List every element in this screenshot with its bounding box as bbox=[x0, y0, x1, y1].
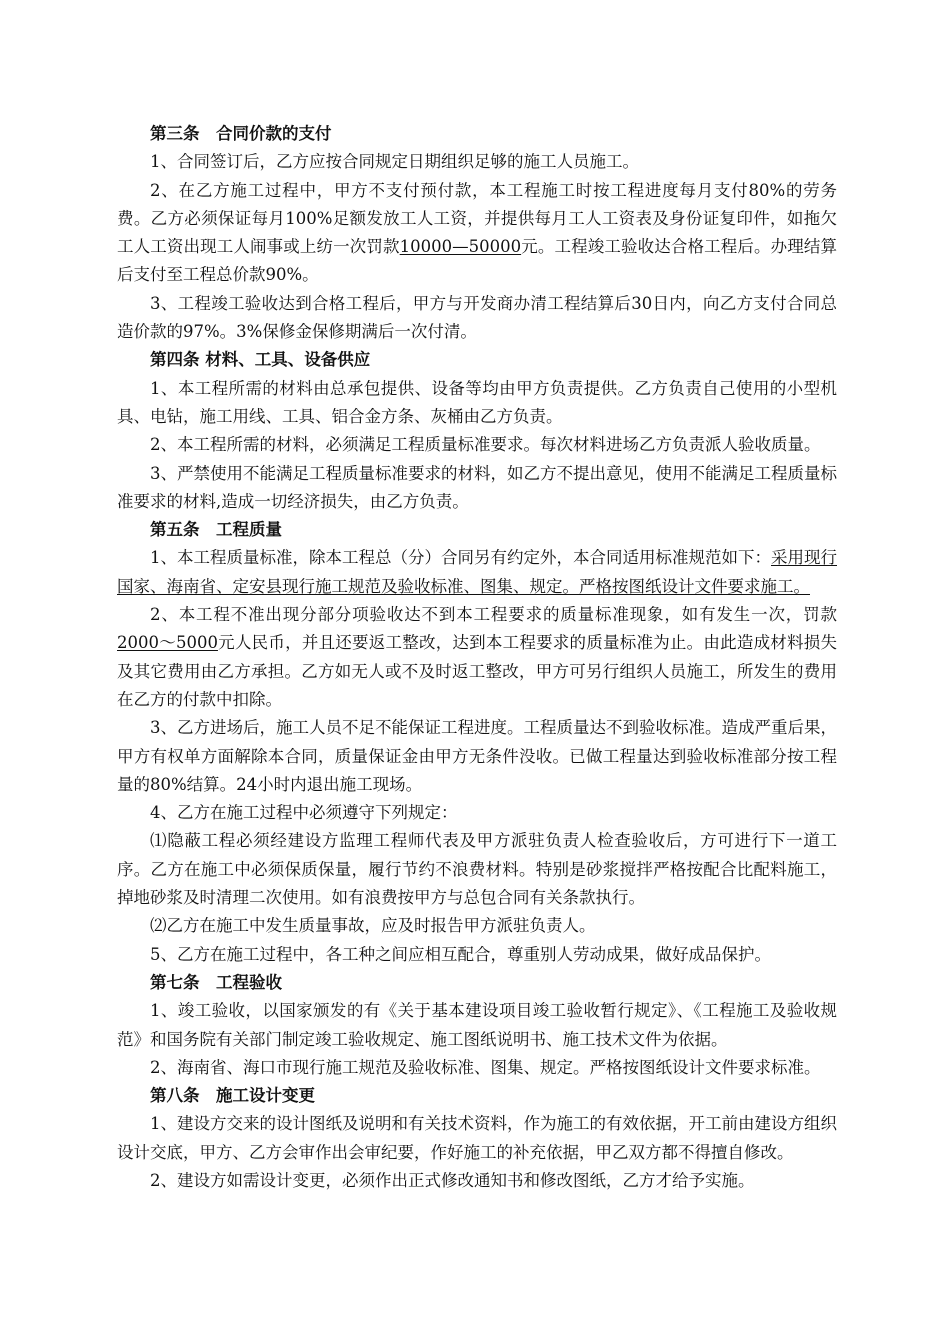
article-3-clause-2-text-a: 2、在乙方施工过程中，甲方不支付预付款，本工程施工时按工程进度每月支付80%的劳务费。乙方必须保证每月100%足额发放工人工资，并提供每月工人工资表及身份证复印件，如拖欠工人工资出现工人闹事或上纺一次罚款 bbox=[117, 180, 837, 257]
article-5-clause-4-item-1: ⑴隐蔽工程必须经建设方监理工程师代表及甲方派驻负责人检查验收后，方可进行下一道工序。乙方在施工中必须保质保量，履行节约不浪费材料。特别是砂浆搅拌严格按配合比配料施工，掉地砂浆及时清理二次使用。如有浪费按甲方与总包合同有关条款执行。 bbox=[117, 831, 837, 908]
article-7-heading: 第七条 工程验收 bbox=[150, 972, 282, 992]
article-4-clause-1: 1、本工程所需的材料由总承包提供、设备等均由甲方负责提供。乙方负责自己使用的小型机具、电钻，施工用线、工具、铝合金方条、灰桶由乙方负责。 bbox=[117, 378, 837, 426]
article-8-heading: 第八条 施工设计变更 bbox=[150, 1086, 315, 1106]
article-5-clause-3: 3、乙方进场后，施工人员不足不能保证工程进度。工程质量达不到验收标准。造成严重后果，甲方有权单方面解除本合同，质量保证金由甲方无条件没收。已做工程量达到验收标准部分按工程量的80%结算。24小时内退出施工现场。 bbox=[117, 718, 837, 794]
article-5-heading: 第五条 工程质量 bbox=[150, 520, 282, 540]
article-5-clause-5: 5、乙方在施工过程中，各工种之间应相互配合，尊重别人劳动成果，做好成品保护。 bbox=[150, 944, 771, 964]
fine-amount-range: 2000～5000 bbox=[117, 633, 218, 653]
article-5-clause-2-text-a: 2、本工程不准出现分部分项验收达不到本工程要求的质量标准现象，如有发生一次，罚款 bbox=[150, 605, 837, 625]
penalty-amount-range: 10000—50000 bbox=[399, 237, 522, 257]
article-3-clause-2 bbox=[117, 177, 837, 290]
article-5-clause-2-text-b: 元人民币，并且还要返工整改，达到本工程要求的质量标准为止。由此造成材料损失及其它费用由乙方承担。乙方如无人或不及时返工整改，甲方可另行组织人员施工，所发生的费用在乙方的付款中扣除。 bbox=[117, 633, 838, 709]
article-4-clause-3: 3、严禁使用不能满足工程质量标准要求的材料，如乙方不提出意见，使用不能满足工程质量标准要求的材料,造成一切经济损失，由乙方负责。 bbox=[117, 463, 837, 511]
article-5-clause-4-item-2: ⑵乙方在施工中发生质量事故，应及时报告甲方派驻负责人。 bbox=[150, 916, 596, 936]
applicable-standards: 采用现行国家、海南省、定安县现行施工规范及验收标准、图集、规定。严格按图纸设计文件要求施工。 bbox=[117, 548, 837, 596]
article-5-clause-4: 4、乙方在施工过程中必须遵守下列规定： bbox=[150, 803, 458, 823]
article-5-clause-2 bbox=[117, 601, 837, 714]
article-8-clause-2: 2、建设方如需设计变更，必须作出正式修改通知书和修改图纸，乙方才给予实施。 bbox=[150, 1170, 755, 1190]
article-3-clause-1: 1、合同签订后，乙方应按合同规定日期组织足够的施工人员施工。 bbox=[150, 152, 639, 172]
article-5-clause-1 bbox=[117, 544, 837, 601]
article-3-heading: 第三条 合同价款的支付 bbox=[150, 124, 332, 143]
article-7-clause-2: 2、海南省、海口市现行施工规范及验收标准、图集、规定。严格按图纸设计文件要求标准。 bbox=[150, 1057, 821, 1077]
article-8-clause-1: 1、建设方交来的设计图纸及说明和有关技术资料，作为施工的有效依据，开工前由建设方组织设计交底，甲方、乙方会审作出会审纪要，作好施工的补充依据，甲乙双方都不得擅自修改。 bbox=[117, 1114, 837, 1162]
article-5-clause-1-text: 1、本工程质量标准，除本工程总（分）合同另有约定外，本合同适用标准规范如下： bbox=[150, 548, 771, 568]
contract-page bbox=[117, 120, 837, 1195]
article-3-clause-3: 3、工程竣工验收达到合格工程后，甲方与开发商办清工程结算后30日内，向乙方支付合同总造价款的97%。3%保修金保修期满后一次付清。 bbox=[117, 293, 837, 342]
article-4-heading: 第四条 材料、工具、设备供应 bbox=[150, 350, 371, 370]
article-7-clause-1: 1、竣工验收，以国家颁发的有《关于基本建设项目竣工验收暂行规定》、《工程施工及验收规范》和国务院有关部门制定竣工验收规定、施工图纸说明书、施工技术文件为依据。 bbox=[117, 1001, 837, 1049]
article-4-clause-2: 2、本工程所需的材料，必须满足工程质量标准要求。每次材料进场乙方负责派人验收质量。 bbox=[150, 435, 821, 455]
article-3-clause-2-text-b: 元。工程竣工验收达合格工程后。办理结算后支付至工程总价款90%。 bbox=[117, 237, 838, 285]
